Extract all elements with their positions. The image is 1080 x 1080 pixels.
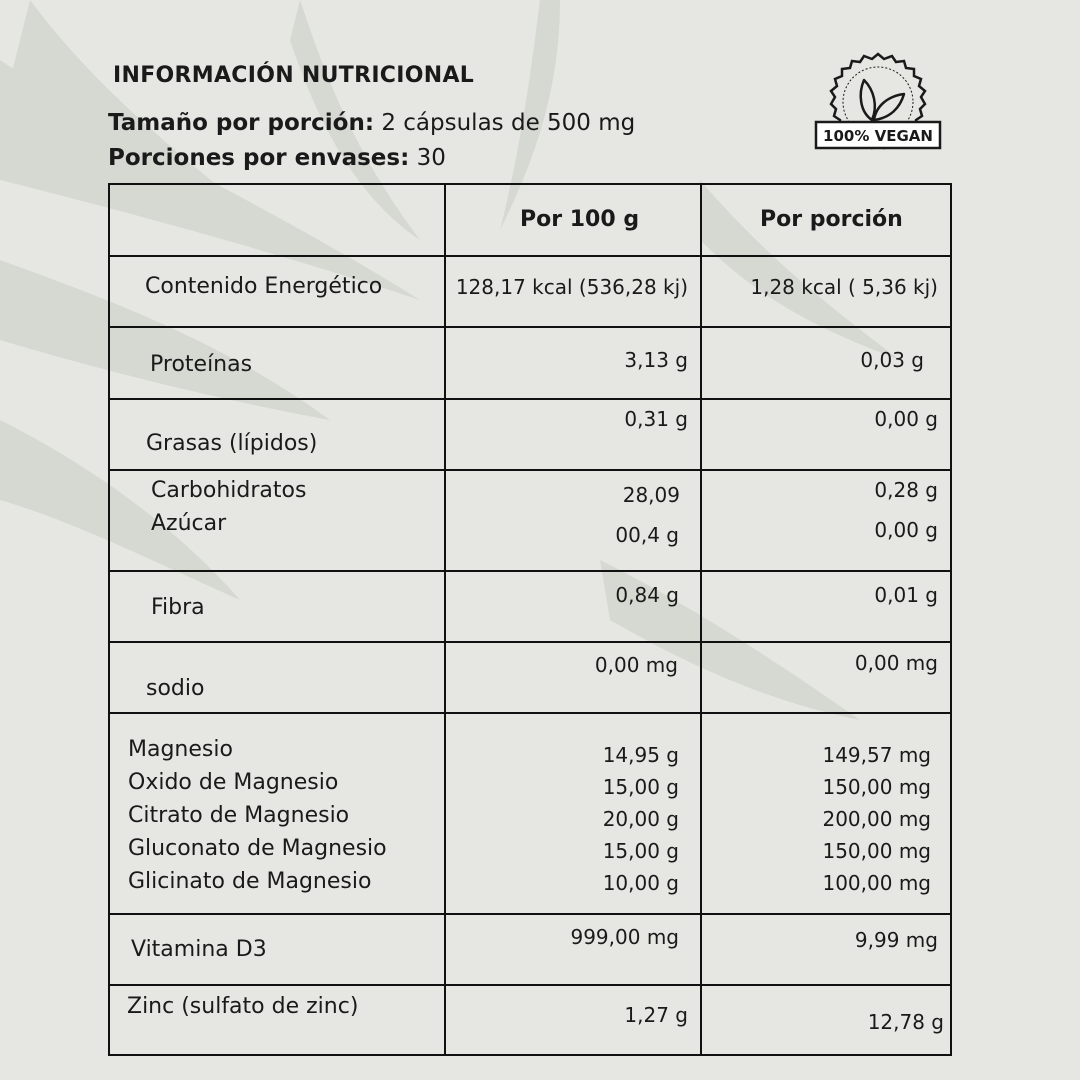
serving-size-label: Tamaño por porción: — [108, 110, 375, 136]
vegan-badge — [812, 50, 944, 172]
table-row — [110, 643, 950, 714]
per-portion-value: 0,00 g — [874, 407, 938, 431]
nutrient-name: Citrato de Magnesio — [128, 803, 350, 828]
nutrition-table — [108, 183, 952, 1056]
per-portion-value: 0,00 mg — [854, 651, 938, 675]
nutrient-name: Grasas (lípidos) — [146, 431, 318, 456]
table-row — [110, 714, 950, 915]
serving-size — [108, 110, 635, 136]
table-row — [110, 257, 950, 328]
nutrient-name: Magnesio — [128, 737, 233, 762]
page-title: INFORMACIÓN NUTRICIONAL — [113, 63, 475, 88]
per-100g-value: 15,00 g — [602, 775, 679, 799]
portions-per-container — [108, 145, 446, 171]
nutrient-name-list — [128, 734, 387, 898]
nutrient-name: Contenido Energético — [145, 274, 383, 299]
portions-label: Porciones por envases: — [108, 145, 410, 171]
per-100g-value: 0,00 mg — [594, 653, 678, 677]
per-portion-value: 150,00 mg — [822, 775, 931, 799]
per-100g-value: 0,31 g — [624, 407, 688, 431]
table-row — [110, 400, 950, 471]
nutrient-name: Oxido de Magnesio — [128, 770, 339, 795]
table-row — [110, 572, 950, 643]
table-row — [110, 915, 950, 986]
nutrient-name: Zinc (sulfato de zinc) — [127, 994, 359, 1019]
nutrient-name: Vitamina D3 — [131, 937, 267, 962]
per-portion-value: 12,78 g — [867, 1010, 944, 1034]
per-100g-value: 1,27 g — [624, 1003, 688, 1027]
per-100g-value: 28,09 — [622, 483, 680, 507]
table-row — [110, 471, 950, 572]
per-portion-value: 1,28 kcal ( 5,36 kj) — [750, 275, 938, 299]
per-portion-value: 149,57 mg — [822, 743, 931, 767]
per-100g-value: 128,17 kcal (536,28 kj) — [455, 275, 688, 299]
nutrient-name: Azúcar — [151, 511, 227, 536]
per-portion-value: 100,00 mg — [822, 871, 931, 895]
table-header-row — [110, 185, 950, 257]
nutrient-name: sodio — [146, 676, 205, 701]
per-100g-value: 3,13 g — [624, 348, 688, 372]
per-100g-value: 15,00 g — [602, 839, 679, 863]
vegan-badge-text: 100% VEGAN — [823, 127, 933, 145]
per-portion-value: 9,99 mg — [854, 928, 938, 952]
table-row — [110, 986, 950, 1054]
per-100g-value: 00,4 g — [615, 523, 679, 547]
per-100g-value: 10,00 g — [602, 871, 679, 895]
per-100g-value-list — [603, 739, 679, 899]
nutrient-name: Carbohidratos — [151, 478, 307, 503]
per-portion-value: 0,03 g — [860, 348, 924, 372]
per-portion-value: 0,28 g — [874, 478, 938, 502]
per-portion-value: 150,00 mg — [822, 839, 931, 863]
per-portion-value: 0,01 g — [874, 583, 938, 607]
leaf-icon — [861, 80, 904, 126]
nutrient-name: Glicinato de Magnesio — [128, 869, 372, 894]
table-row — [110, 328, 950, 400]
per-100g-value: 999,00 mg — [570, 925, 679, 949]
per-100g-value: 20,00 g — [602, 807, 679, 831]
portions-value: 30 — [409, 145, 446, 171]
per-portion-value-list — [822, 739, 931, 899]
nutrient-name: Fibra — [151, 595, 205, 620]
column-header-per-100g: Por 100 g — [520, 207, 640, 232]
nutrient-name: Proteínas — [150, 352, 253, 377]
serving-size-value: 2 cápsulas de 500 mg — [374, 110, 636, 136]
per-portion-value: 200,00 mg — [822, 807, 931, 831]
per-portion-value: 0,00 g — [874, 518, 938, 542]
nutrient-name: Gluconato de Magnesio — [128, 836, 387, 861]
column-header-per-portion: Por porción — [760, 207, 903, 232]
per-100g-value: 0,84 g — [615, 583, 679, 607]
per-100g-value: 14,95 g — [602, 743, 679, 767]
